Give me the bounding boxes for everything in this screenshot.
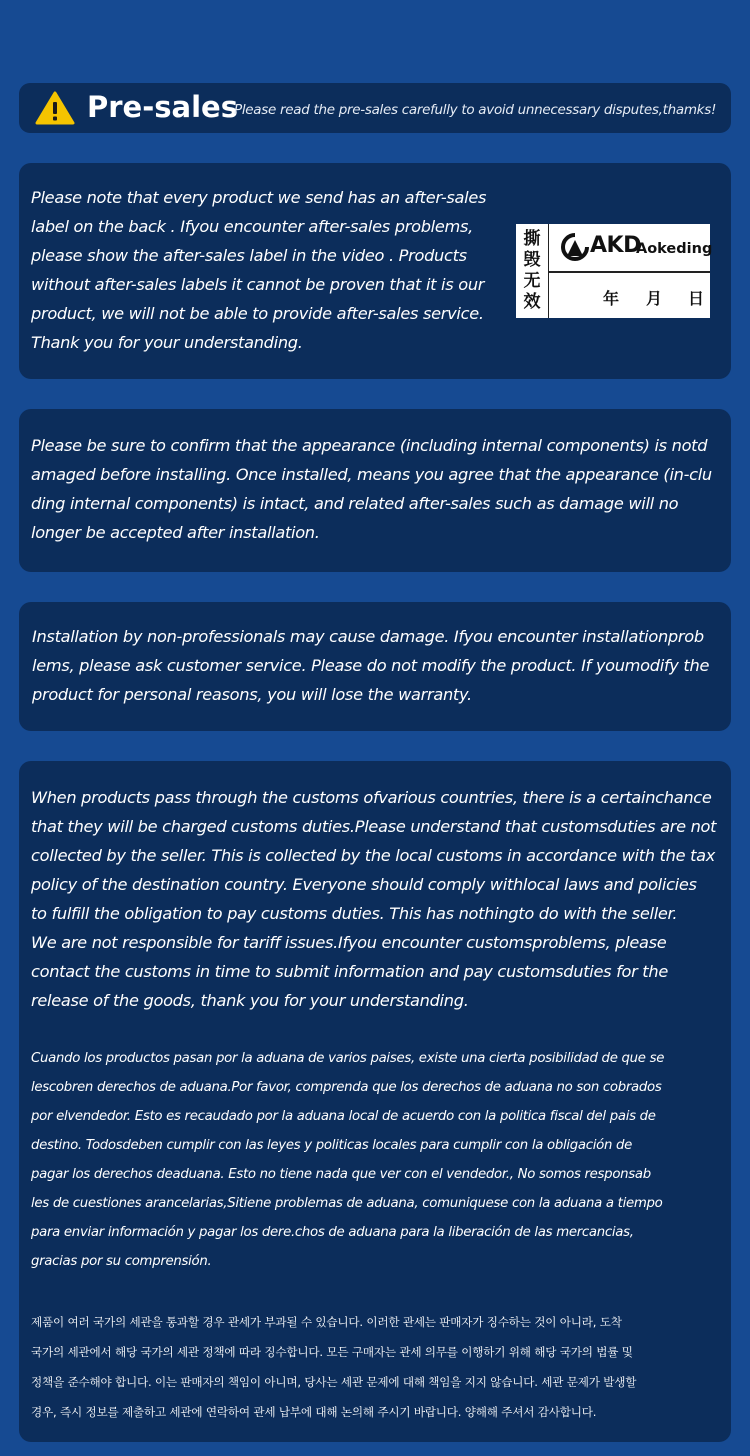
- brand-name: Aokeding: [636, 241, 713, 257]
- text-line: without after-sales labels it cannot be proven that it is our: [31, 275, 485, 294]
- text-line: lescobren derechos de aduana.Por favor, comprenda que los derechos de aduana no son cobrados: [31, 1080, 662, 1095]
- label-char: 无: [523, 271, 541, 291]
- text-line: label on the back . Ifyou encounter after-sales problems,: [31, 217, 473, 236]
- text-line: collected by the seller. This is collected by the local customs in accordance with the tax: [31, 846, 716, 865]
- text-line: When products pass through the customs ofvarious countries, there is a certainchance: [31, 788, 712, 807]
- text-line: product, we will not be able to provide after-sales service.: [31, 304, 484, 323]
- text-line: ding internal components) is intact, and related after-sales such as damage will no: [31, 494, 679, 513]
- text-line: policy of the destination country. Everyone should comply withlocal laws and policies: [31, 875, 697, 894]
- presales-header: [19, 83, 731, 133]
- text-line: por elvendedor. Esto es recaudado por la aduana local de acuerdo con la politica fiscal del pais de: [31, 1109, 656, 1124]
- label-divider: [549, 271, 710, 273]
- text-line: product for personal reasons, you will lose the warranty.: [32, 685, 472, 704]
- text-line: 제품이 여러 국가의 세관을 통과할 경우 관세가 부과될 수 있습니다. 이러한 관세는 판매자가 징수하는 것이 아니라, 도착: [31, 1315, 622, 1329]
- text-line: Please be sure to confirm that the appearance (including internal components) is notd: [31, 436, 708, 455]
- label-day: 日: [688, 289, 705, 308]
- text-line: longer be accepted after installation.: [31, 523, 320, 542]
- text-line: please show the after-sales label in the video . Products: [31, 246, 467, 265]
- text-line: destino. Todosdeben cumplir con las leyes y politicas locales para cumplir con la obligación de: [31, 1138, 633, 1153]
- customs-duties-card: [19, 761, 731, 1442]
- page-title: Pre-sales: [87, 90, 238, 124]
- label-char: 撕: [523, 229, 541, 249]
- text-line: 국가의 세관에서 해당 국가의 세관 정책에 따라 징수합니다. 모든 구매자는 관세 의무를 이행하기 위해 해당 국가의 법률 및: [31, 1345, 633, 1359]
- page-subtitle: Please read the pre-sales carefully to avoid unnecessary disputes,thamks!: [234, 102, 717, 118]
- text-line: that they will be charged customs duties.Please understand that customsduties are not: [31, 817, 717, 836]
- text-line: 정책을 준수해야 합니다. 이는 판매자의 책임이 아니며, 당사는 세관 문제에 대해 책임을 지지 않습니다. 세관 문제가 발생할: [31, 1375, 637, 1389]
- installation-warning-card: [19, 602, 731, 731]
- text-line: gracias por su comprensión.: [31, 1254, 212, 1269]
- text-line: para enviar información y pagar los dere.chos de aduana para la liberación de las mercancias,: [31, 1225, 634, 1240]
- label-year: 年: [603, 289, 620, 308]
- text-line: Installation by non-professionals may cause damage. Ifyou encounter installationprob: [32, 627, 704, 646]
- label-char: 毁: [523, 250, 541, 270]
- text-line: release of the goods, thank you for your understanding.: [31, 991, 469, 1010]
- after-sales-sticker: [516, 224, 713, 318]
- label-month: 月: [646, 289, 663, 308]
- void-if-torn-text: [516, 224, 549, 318]
- text-line: les de cuestiones arancelarias,Sitiene problemas de aduana, comuniquese con la aduana a tiempo: [31, 1196, 663, 1211]
- appearance-check-card: [19, 409, 731, 572]
- text-line: 경우, 즉시 정보를 제출하고 세관에 연락하여 관세 납부에 대해 논의해 주시기 바랍니다. 양해해 주셔서 감사합니다.: [31, 1405, 597, 1419]
- text-line: lems, please ask customer service. Please do not modify the product. If youmodify the: [32, 656, 710, 675]
- text-line: to fulfill the obligation to pay customs duties. This has nothingto do with the seller.: [31, 904, 678, 923]
- text-line: contact the customs in time to submit information and pay customsduties for the: [31, 962, 668, 981]
- text-line: We are not responsible for tariff issues.Ifyou encounter customsproblems, please: [31, 933, 667, 952]
- warning-icon: [35, 91, 75, 125]
- brand-logo-icon: [560, 232, 590, 262]
- text-line: amaged before installing. Once installed, means you agree that the appearance (in-clu: [31, 465, 712, 484]
- text-line: Please note that every product we send has an after-sales: [31, 188, 487, 207]
- text-line: Thank you for your understanding.: [31, 333, 303, 352]
- text-line: Cuando los productos pasan por la aduana de varios paises, existe una cierta posibilidad de que se: [31, 1051, 665, 1066]
- after-sales-label-card: [19, 163, 731, 379]
- label-char: 效: [523, 292, 541, 312]
- brand-mark: AKD: [590, 233, 641, 258]
- text-line: pagar los derechos deaduana. Esto no tiene nada que ver con el vendedor., No somos responsab: [31, 1167, 651, 1182]
